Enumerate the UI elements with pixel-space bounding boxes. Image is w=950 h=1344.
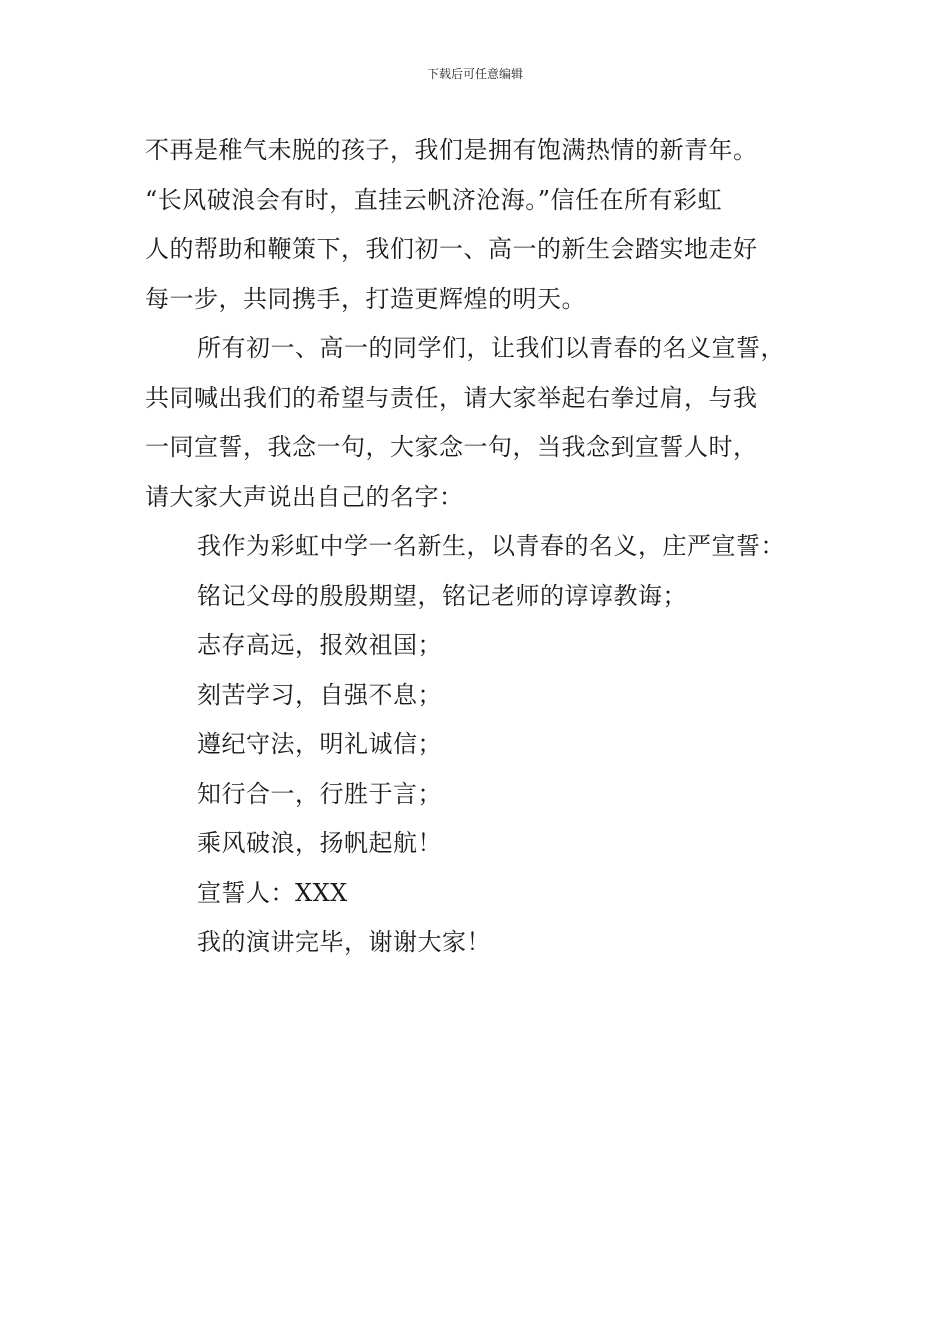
oath-line-7: 乘风破浪，扬帆起航！ xyxy=(197,829,442,857)
paragraph-2-line-4: 请大家大声说出自己的名字： xyxy=(145,482,464,511)
paragraph-1-line-4: 每一步，共同携手，打造更辉煌的明天。 xyxy=(145,284,586,313)
paragraph-2-line-1: 所有初一、高一的同学们，让我们以青春的名义宣誓， xyxy=(197,334,785,362)
oath-line-2: 铭记父母的殷殷期望，铭记老师的谆谆教诲； xyxy=(197,581,687,610)
oath-line-5: 遵纪守法，明礼诚信； xyxy=(197,730,442,758)
paragraph-2-line-2: 共同喊出我们的希望与责任，请大家举起右拳过肩，与我 xyxy=(145,383,758,412)
paragraph-1-line-2: “长风破浪会有时，直挂云帆济沧海。”信任在所有彩虹 xyxy=(145,185,723,214)
oath-line-6: 知行合一，行胜于言； xyxy=(197,779,442,808)
paragraph-1-line-3: 人的帮助和鞭策下，我们初一、高一的新生会踏实地走好 xyxy=(145,235,758,263)
document-body xyxy=(145,126,835,968)
oath-line-4: 刻苦学习，自强不息； xyxy=(197,680,442,709)
oath-line-3: 志存高远，报效祖国； xyxy=(197,631,442,659)
oath-signatory: 宣誓人：XXX xyxy=(197,878,348,907)
paragraph-1-line-1: 不再是稚气未脱的孩子，我们是拥有饱满热情的新青年。 xyxy=(145,136,758,164)
closing-line: 我的演讲完毕，谢谢大家！ xyxy=(197,928,491,956)
oath-line-1: 我作为彩虹中学一名新生，以青春的名义，庄严宣誓： xyxy=(197,532,785,560)
page-header: 下载后可任意编辑 xyxy=(426,67,523,81)
paragraph-2-line-3: 一同宣誓，我念一句，大家念一句，当我念到宣誓人时， xyxy=(145,433,758,461)
